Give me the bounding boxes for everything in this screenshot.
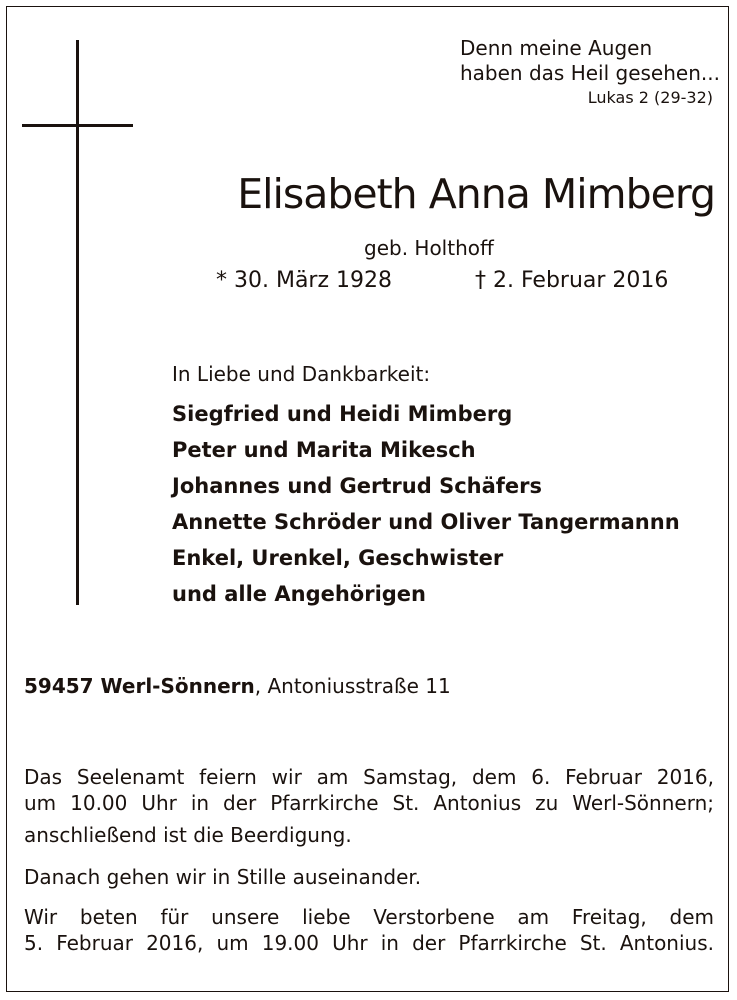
list-item: Annette Schröder und Oliver Tangermannn (172, 510, 680, 534)
deceased-name: Elisabeth Anna Mimberg (237, 170, 715, 218)
service-line-1: Das Seelenamt feiern wir am Samstag, dem 6. Februar 2016, (24, 765, 714, 789)
bible-quote (460, 36, 720, 86)
service-line-3: anschließend ist die Beerdigung. (24, 823, 352, 847)
prayer-line-2: 5. Februar 2016, um 19.00 Uhr in der Pfarrkirche St. Antonius. (24, 931, 714, 955)
address-city: 59457 Werl-Sönnern (24, 674, 255, 698)
list-item: Siegfried und Heidi Mimberg (172, 402, 513, 426)
address (24, 674, 451, 698)
quote-line-2: haben das Heil gesehen... (460, 61, 720, 85)
list-item: Peter und Marita Mikesch (172, 438, 476, 462)
list-item: Johannes und Gertrud Schäfers (172, 474, 543, 498)
farewell-notice: Danach gehen wir in Stille auseinander. (24, 865, 422, 889)
service-line-2: um 10.00 Uhr in der Pfarrkirche St. Antonius zu Werl-Sönnern; (24, 791, 714, 815)
list-item: und alle Angehörigen (172, 582, 426, 606)
maiden-name: geb. Holthoff (364, 236, 494, 260)
service-notice (24, 764, 714, 816)
quote-reference: Lukas 2 (29-32) (587, 88, 713, 107)
death-date: † 2. Februar 2016 (475, 268, 669, 293)
prayer-notice (24, 904, 714, 956)
address-street: , Antoniusstraße 11 (254, 674, 451, 698)
quote-line-1: Denn meine Augen (460, 36, 653, 60)
mourners-intro: In Liebe und Dankbarkeit: (172, 362, 431, 386)
birth-date: * 30. März 1928 (216, 268, 393, 293)
prayer-line-1: Wir beten für unsere liebe Verstorbene am Freitag, dem (24, 905, 714, 929)
mourners-list (172, 396, 680, 612)
list-item: Enkel, Urenkel, Geschwister (172, 546, 504, 570)
